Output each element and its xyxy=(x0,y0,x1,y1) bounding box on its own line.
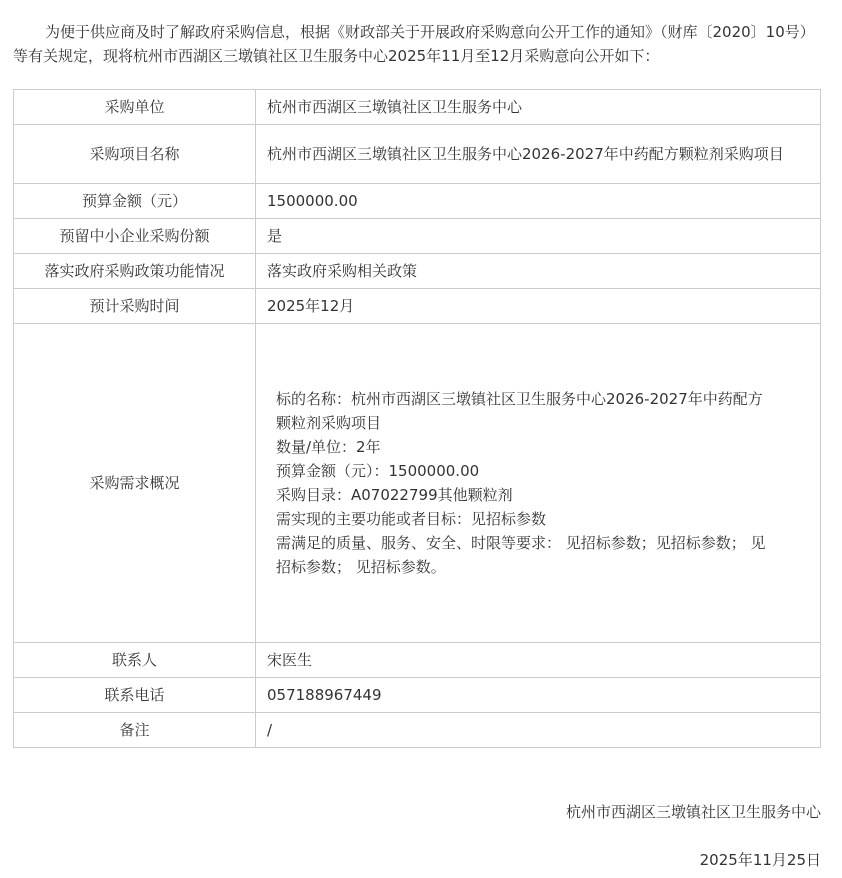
requirements-block xyxy=(267,387,800,579)
row-label-purchaser: 采购单位 xyxy=(14,90,256,125)
signature-date: 2025年11月25日 xyxy=(699,851,821,869)
table-row xyxy=(14,90,821,125)
row-value-project-name: 杭州市西湖区三墩镇社区卫生服务中心2026-2027年中药配方颗粒剂采购项目 xyxy=(256,125,821,184)
table-row xyxy=(14,254,821,289)
row-value-purchaser: 杭州市西湖区三墩镇社区卫生服务中心 xyxy=(256,90,821,125)
intro-paragraph: 为便于供应商及时了解政府采购信息，根据《财政部关于开展政府采购意向公开工作的通知》（财库〔2020〕10号）等有关规定，现将杭州市西湖区三墩镇社区卫生服务中心2025年11月至12月采购意向公开如下： xyxy=(13,23,815,65)
row-label-expected-time: 预计采购时间 xyxy=(14,289,256,324)
table-row xyxy=(14,713,821,748)
row-value-policy: 落实政府采购相关政策 xyxy=(256,254,821,289)
signature-org: 杭州市西湖区三墩镇社区卫生服务中心 xyxy=(565,803,821,821)
row-label-budget: 预算金额（元） xyxy=(14,184,256,219)
row-value-requirements xyxy=(256,324,821,643)
row-value-sme-share: 是 xyxy=(256,219,821,254)
procurement-intent-table xyxy=(13,89,821,748)
requirement-line: 需实现的主要功能或者目标：见招标参数 xyxy=(276,510,547,528)
table-row xyxy=(14,678,821,713)
row-label-contact-phone: 联系电话 xyxy=(14,678,256,713)
table-row xyxy=(14,125,821,184)
row-value-contact-person: 宋医生 xyxy=(256,643,821,678)
row-label-contact-person: 联系人 xyxy=(14,643,256,678)
table-row xyxy=(14,289,821,324)
row-label-requirements: 采购需求概况 xyxy=(14,324,256,643)
row-value-budget: 1500000.00 xyxy=(256,184,821,219)
row-value-remarks: / xyxy=(256,713,821,748)
row-label-project-name: 采购项目名称 xyxy=(14,125,256,184)
requirement-line: 需满足的质量、服务、安全、时限等要求： 见招标参数；见招标参数； 见招标参数； 见招标参数。 xyxy=(276,534,766,576)
requirement-line: 采购目录：A07022799其他颗粒剂 xyxy=(276,486,513,504)
row-label-sme-share: 预留中小企业采购份额 xyxy=(14,219,256,254)
row-label-policy: 落实政府采购政策功能情况 xyxy=(14,254,256,289)
table-row xyxy=(14,643,821,678)
row-value-contact-phone: 057188967449 xyxy=(256,678,821,713)
requirement-line: 数量/单位：2年 xyxy=(276,438,381,456)
table-row xyxy=(14,184,821,219)
requirement-line: 预算金额（元）：1500000.00 xyxy=(276,462,480,480)
table-row xyxy=(14,219,821,254)
requirement-line: 标的名称：杭州市西湖区三墩镇社区卫生服务中心2026-2027年中药配方颗粒剂采购项目 xyxy=(276,390,763,432)
table-row xyxy=(14,324,821,643)
row-label-remarks: 备注 xyxy=(14,713,256,748)
row-value-expected-time: 2025年12月 xyxy=(256,289,821,324)
